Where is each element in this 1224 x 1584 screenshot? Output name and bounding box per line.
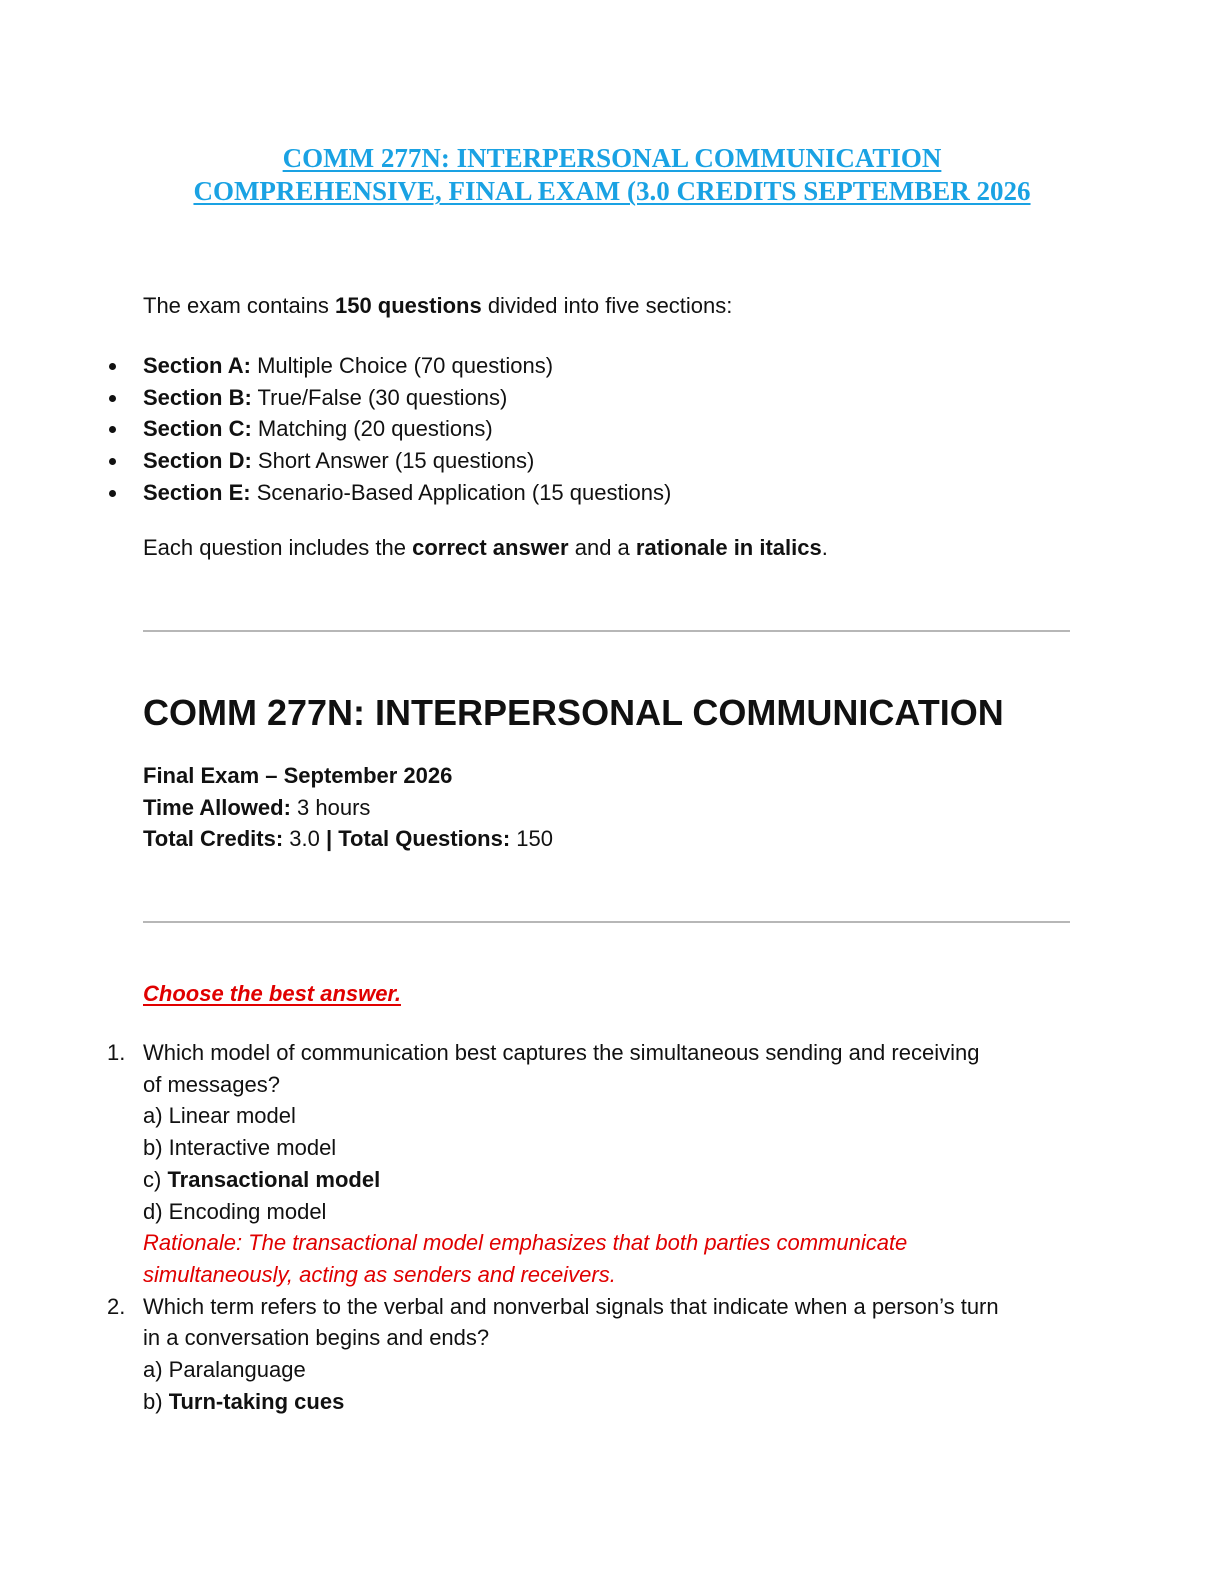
question-number: 1. bbox=[107, 1040, 126, 1065]
total-questions-value: 150 bbox=[510, 826, 553, 852]
section-label: Section E: bbox=[143, 479, 251, 505]
exam-name-line bbox=[143, 760, 1073, 792]
list-item bbox=[0, 382, 1224, 414]
rationale-line: simultaneously, acting as senders and receivers. bbox=[143, 1261, 616, 1287]
option-prefix: c) bbox=[143, 1166, 168, 1192]
total-questions-label: Total Questions: bbox=[332, 826, 511, 852]
list-item bbox=[0, 350, 1224, 382]
bullet-icon bbox=[109, 458, 116, 465]
question-stem bbox=[143, 1037, 1073, 1100]
bullet-icon bbox=[109, 490, 116, 497]
question-item bbox=[0, 1291, 1073, 1418]
total-credits-label: Total Credits: bbox=[143, 826, 284, 852]
question-list bbox=[0, 1037, 1224, 1417]
question-stem-line: of messages? bbox=[143, 1071, 280, 1097]
question-stem-line: Which term refers to the verbal and nonverbal signals that indicate when a person’s turn bbox=[143, 1293, 999, 1319]
answer-option: d) Encoding model bbox=[143, 1198, 327, 1224]
meta-separator: | bbox=[325, 826, 333, 852]
question-stem-line: Which model of communication best captures the simultaneous sending and receiving bbox=[143, 1040, 980, 1065]
question-item bbox=[0, 1037, 1073, 1291]
intro-suffix: divided into five sections: bbox=[481, 293, 733, 318]
section-description: Multiple Choice (70 questions) bbox=[250, 353, 554, 378]
question-stem bbox=[143, 1291, 1073, 1354]
answer-option-correct bbox=[143, 1386, 1073, 1418]
note-bold-correct-answer: correct answer bbox=[412, 535, 569, 560]
horizontal-divider bbox=[143, 630, 1070, 632]
section-list bbox=[0, 350, 1224, 508]
intro-question-count: 150 questions bbox=[334, 293, 482, 318]
total-credits-value: 3.0 bbox=[283, 826, 326, 852]
section-label: Section A: bbox=[143, 353, 251, 378]
credits-line bbox=[143, 823, 1073, 855]
title-line-1[interactable]: COMM 277N: INTERPERSONAL COMMUNICATION bbox=[282, 143, 942, 173]
section-label: Section D: bbox=[143, 448, 252, 474]
rationale-text bbox=[143, 1227, 1073, 1290]
instruction-text: Choose the best answer. bbox=[143, 981, 401, 1006]
section-description: Matching (20 questions) bbox=[251, 416, 493, 442]
time-allowed-line bbox=[143, 792, 1073, 824]
rationale-line: Rationale: The transactional model emphasizes that both parties communicate bbox=[143, 1230, 908, 1256]
list-item bbox=[0, 445, 1224, 477]
bullet-icon bbox=[109, 426, 116, 433]
document-title[interactable] bbox=[0, 142, 1224, 208]
question-number: 2. bbox=[107, 1293, 126, 1319]
answer-option: a) Paralanguage bbox=[143, 1357, 306, 1383]
list-item bbox=[0, 413, 1224, 445]
course-heading: COMM 277N: INTERPERSONAL COMMUNICATION bbox=[143, 692, 1004, 733]
section-description: Short Answer (15 questions) bbox=[251, 448, 535, 474]
title-line-2[interactable]: COMPREHENSIVE, FINAL EXAM (3.0 CREDITS SEPTEMBER 2026 bbox=[193, 176, 1031, 206]
section-description: True/False (30 questions) bbox=[251, 384, 508, 410]
section-label: Section C: bbox=[143, 416, 252, 442]
correct-answer: Transactional model bbox=[167, 1166, 381, 1192]
note-suffix: . bbox=[821, 535, 828, 560]
answer-option: b) Interactive model bbox=[143, 1135, 337, 1161]
intro-paragraph bbox=[143, 290, 1073, 322]
bullet-icon bbox=[109, 395, 116, 402]
section-description: Scenario-Based Application (15 questions) bbox=[250, 479, 672, 505]
answer-option: a) Linear model bbox=[143, 1103, 296, 1129]
time-allowed-value: 3 hours bbox=[290, 794, 371, 820]
answer-format-note bbox=[143, 532, 1073, 564]
answer-option-correct bbox=[143, 1164, 1073, 1196]
note-bold-rationale: rationale in italics bbox=[635, 535, 822, 560]
exam-meta bbox=[143, 760, 1073, 855]
intro-prefix: The exam contains bbox=[143, 293, 335, 318]
list-item bbox=[0, 477, 1224, 509]
question-stem-line: in a conversation begins and ends? bbox=[143, 1325, 490, 1351]
note-prefix: Each question includes the bbox=[143, 535, 413, 560]
bullet-icon bbox=[109, 363, 116, 370]
note-middle: and a bbox=[568, 535, 636, 560]
section-label: Section B: bbox=[143, 384, 252, 410]
exam-name: Final Exam – September 2026 bbox=[143, 763, 453, 788]
time-allowed-label: Time Allowed: bbox=[143, 794, 291, 820]
option-prefix: b) bbox=[143, 1388, 169, 1414]
horizontal-divider bbox=[143, 921, 1070, 923]
correct-answer: Turn-taking cues bbox=[168, 1388, 345, 1414]
